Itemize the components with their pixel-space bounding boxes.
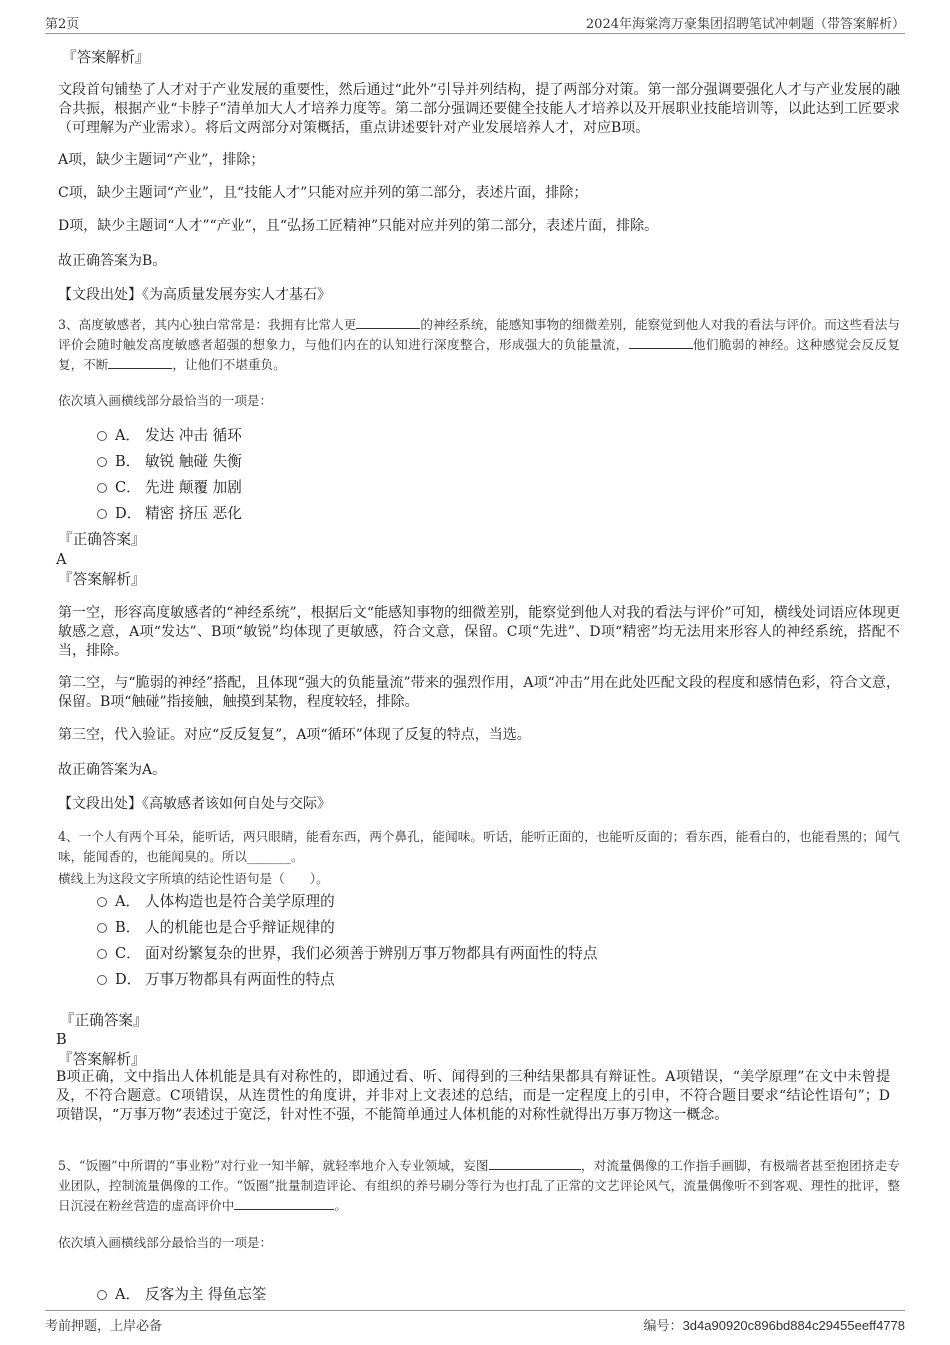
q3-blank-1 xyxy=(356,316,420,329)
radio-icon[interactable] xyxy=(97,483,107,493)
q4-option-b-letter: B． xyxy=(115,918,141,936)
q3-option-a-text: 发达 冲击 循环 xyxy=(145,426,242,444)
radio-icon[interactable] xyxy=(97,431,107,441)
q4-option-a-letter: A． xyxy=(115,892,141,910)
q4-option-b-text: 人的机能也是合乎辩证规律的 xyxy=(145,918,335,936)
q2-conclusion: 故正确答案为B。 xyxy=(58,253,167,269)
q3-source: 【文段出处】《高敏感者该如何自处与交际》 xyxy=(58,796,331,812)
q3-stem-text-1: 3、高度敏感者，其内心独白常常是：我拥有比常人更 xyxy=(58,317,357,332)
q3-option-b-text: 敏锐 触碰 失衡 xyxy=(145,452,242,470)
q4-option-a-text: 人体构造也是符合美学原理的 xyxy=(145,892,335,910)
footer-code-value: 3d4a90920c896bd884c29455eeff4778 xyxy=(682,1318,905,1333)
radio-icon[interactable] xyxy=(97,923,107,933)
radio-icon[interactable] xyxy=(97,1290,107,1300)
q3-option-b[interactable] xyxy=(97,450,242,470)
q3-analysis-2: 第二空，与“脆弱的神经”搭配，且体现“强大的负能量流”带来的强烈作用，A项“冲击”用在此处匹配文段的程度和感情色彩，符合文意，保留。B项“触碰”指接触，触摸到某物，程度较轻，排除。 xyxy=(58,675,900,710)
q3-option-c[interactable] xyxy=(97,476,242,496)
q4-prompt: 横线上为这段文字所填的结论性语句是（ ）。 xyxy=(58,871,329,886)
page-number: 第2页 xyxy=(45,17,80,32)
q3-option-a[interactable] xyxy=(97,424,242,444)
q3-blank-3 xyxy=(108,356,172,369)
q4-option-d-letter: D． xyxy=(115,970,142,988)
q4-option-c-letter: C． xyxy=(115,944,141,962)
radio-icon[interactable] xyxy=(97,897,107,907)
q3-stem-text-4: ，让他们不堪重负。 xyxy=(172,357,286,372)
radio-icon[interactable] xyxy=(97,949,107,959)
q5-option-a[interactable] xyxy=(97,1283,266,1303)
q4-analysis-text: B项正确，文中指出人体机能是具有对称性的，即通过看、听、闻得到的三种结果都具有辩证性。A项错误，“美学原理”在文中未曾提及，不符合题意。C项错误，从连贯性的角度讲，并非对上文表述的总结，而是一定程度上的引申，不符合题目要求“结论性语句”；D项错误，“万事万物”表述过于宽泛，针对性不强，不能简单通过人体机能的对称性就得出万事万物这一概念。 xyxy=(56,1069,890,1123)
q3-correct-value: A xyxy=(56,551,67,568)
q4-option-d-text: 万事万物都具有两面性的特点 xyxy=(145,970,335,988)
q3-analysis-3: 第三空，代入验证。对应“反反复复”，A项“循环”体现了反复的特点，当选。 xyxy=(58,727,531,743)
radio-icon[interactable] xyxy=(97,509,107,519)
q5-stem xyxy=(58,1156,900,1216)
q4-correct-label: 『正确答案』 xyxy=(60,1012,148,1029)
q3-option-c-text: 先进 颠覆 加剧 xyxy=(145,478,242,496)
footer-code xyxy=(644,1315,905,1334)
q3-stem-text-2: 的神经系统，能感知事物的细微差别，能察觉到他人对我的看法与评价。而这些看法与评价会随时触发高度敏感者超强的想象力，与他们内在的认知进行深度整合，形成强大的负能量流， xyxy=(58,317,901,352)
q3-option-d-letter: D． xyxy=(115,504,142,522)
q4-option-a[interactable] xyxy=(97,890,335,910)
header-divider xyxy=(45,33,905,34)
q4-option-b[interactable] xyxy=(97,916,335,936)
q3-option-a-letter: A． xyxy=(115,426,141,444)
q2-option-c-explanation: C项，缺少主题词“产业”，且“技能人才”只能对应并列的第二部分，表述片面，排除； xyxy=(58,185,588,201)
q3-blank-2 xyxy=(629,336,693,349)
radio-icon[interactable] xyxy=(97,975,107,985)
q5-stem-text-1: 5、“饭圈”中所谓的“事业粉”对行业一知半解，就轻率地介入专业领域，妄图 xyxy=(58,1158,489,1173)
q2-analysis-text: 文段首句铺垫了人才对于产业发展的重要性，然后通过“此外”引导并列结构，提了两部分对策。第一部分强调要强化人才与产业发展的融合共振，根据产业“卡脖子”清单加大人才培养力度等。第二部分强调还要健全技能人才培养以及开展职业技能培训等，以此达到工匠要求（可理解为产业需求）。将后文两部分对策概括，重点讲述要针对产业发展培养人才，对应B项。 xyxy=(58,82,900,136)
q3-analysis-1: 第一空，形容高度敏感者的“神经系统”，根据后文“能感知事物的细微差别，能察觉到他人对我的看法与评价”可知，横线处词语应体现更敏感之意，A项“发达”、B项“敏锐”均体现了更敏感，符合文意，保留。C项“先进”、D项“精密”均无法用来形容人的神经系统，搭配不当，排除。 xyxy=(58,605,900,659)
q2-analysis-label: 『答案解析』 xyxy=(62,49,150,66)
q5-blank-2 xyxy=(234,1197,334,1210)
q3-stem xyxy=(58,315,900,375)
q5-prompt: 依次填入画横线部分最恰当的一项是： xyxy=(58,1235,273,1250)
q5-option-a-letter: A． xyxy=(115,1285,141,1303)
q4-option-c-text: 面对纷繁复杂的世界，我们必须善于辨别万事万物都具有两面性的特点 xyxy=(145,944,598,962)
q2-option-d-explanation: D项，缺少主题词“人才”“产业”，且“弘扬工匠精神”只能对应并列的第二部分，表述片面，排除。 xyxy=(58,218,659,234)
q3-option-b-letter: B． xyxy=(115,452,141,470)
q4-stem: 4、一个人有两个耳朵，能听话，两只眼睛，能看东西，两个鼻孔，能闻味。听话，能听正面的，也能听反面的；看东西，能看白的，也能看黑的；闻气味，能闻香的，也能闻臭的。所以_______。 xyxy=(58,829,900,864)
q3-stem-text-3: 他们脆弱的神经。这种感觉会反反复复，不断 xyxy=(58,337,901,372)
q4-analysis-label: 『答案解析』 xyxy=(58,1051,146,1068)
q3-option-d-text: 精密 挤压 恶化 xyxy=(145,504,242,522)
footer-slogan: 考前押题，上岸必备 xyxy=(45,1319,163,1334)
q3-option-c-letter: C． xyxy=(115,478,141,496)
q4-option-c[interactable] xyxy=(97,942,597,962)
q3-option-d[interactable] xyxy=(97,502,242,522)
q5-stem-text-3: 。 xyxy=(334,1198,347,1213)
q2-option-a-explanation: A项，缺少主题词“产业”，排除； xyxy=(58,152,265,168)
footer-divider xyxy=(45,1310,905,1311)
q3-prompt: 依次填入画横线部分最恰当的一项是： xyxy=(58,393,273,408)
q3-correct-label: 『正确答案』 xyxy=(58,531,146,548)
q3-analysis-label: 『答案解析』 xyxy=(58,571,146,588)
q2-source: 【文段出处】《为高质量发展夯实人才基石》 xyxy=(58,287,331,303)
q4-option-d[interactable] xyxy=(97,968,335,988)
q5-option-a-text: 反客为主 得鱼忘筌 xyxy=(145,1285,267,1303)
footer-code-label: 编号： xyxy=(643,1319,683,1334)
q5-blank-1 xyxy=(489,1157,581,1170)
q5-stem-text-2: ，对流量偶像的工作指手画脚，有极端者甚至抱团挤走专业团队，控制流量偶像的工作。“饭圈”批量制造评论、有组织的养号刷分等行为也打乱了正常的文艺评论风气，流量偶像听不到客观、理性的批评，整日沉浸在粉丝营造的虚高评价中 xyxy=(58,1158,900,1213)
radio-icon[interactable] xyxy=(97,457,107,467)
document-title: 2024年海棠湾万豪集团招聘笔试冲刺题（带答案解析） xyxy=(585,17,905,32)
q3-conclusion: 故正确答案为A。 xyxy=(58,762,167,778)
q4-correct-value: B xyxy=(56,1031,67,1048)
